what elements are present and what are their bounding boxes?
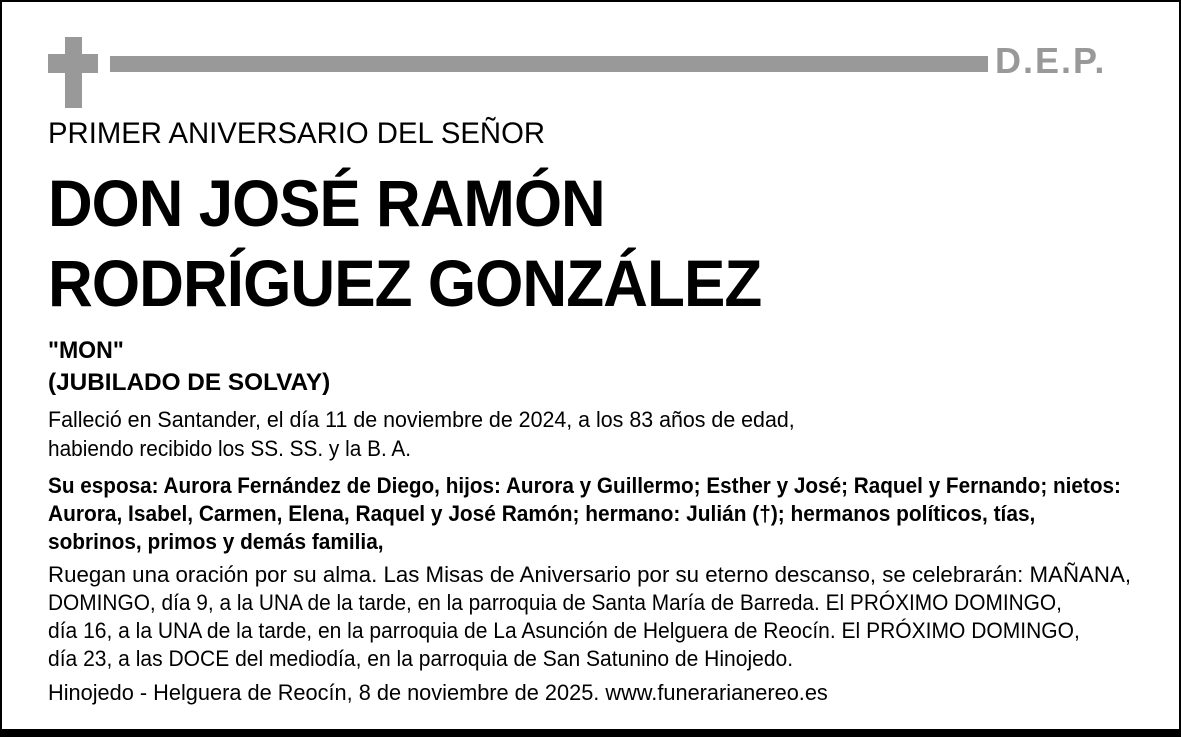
family-line-3: sobrinos, primos y demás familia, [48, 529, 384, 554]
occupation: (JUBILADO DE SOLVAY) [48, 369, 331, 396]
deceased-name-line-2: RODRÍGUEZ GONZÁLEZ [48, 246, 762, 320]
mass-line-4: día 23, a las DOCE del mediodía, en la parroquia de San Satunino de Hinojedo. [48, 646, 794, 671]
dep-label: D.E.P. [995, 40, 1107, 81]
deceased-name-line-1: DON JOSÉ RAMÓN [48, 166, 605, 240]
death-info-line-2: habiendo recibido los SS. SS. y la B. A. [48, 436, 412, 461]
subtitle: PRIMER ANIVERSARIO DEL SEÑOR [48, 117, 546, 150]
mass-line-1: Ruegan una oración por su alma. Las Misas de Aniversario por su eterno descanso, se celebrarán: MAÑANA, [48, 562, 1132, 587]
nickname: "MON" [48, 337, 124, 364]
mass-line-3: día 16, a la UNA de la tarde, en la parroquia de La Asunción de Helguera de Reocín. El PRÓXIMO DOMINGO, [48, 618, 1080, 643]
cross-icon-bar [48, 54, 98, 73]
bottom-border [0, 729, 1181, 737]
family-line-1: Su esposa: Aurora Fernández de Diego, hijos: Aurora y Guillermo; Esther y José; Raquel y Fernando; nietos: [48, 473, 1121, 498]
mass-line-2: DOMINGO, día 9, a la UNA de la tarde, en la parroquia de Santa María de Barreda. El PRÓXIMO DOMINGO, [48, 590, 1062, 615]
header-rule [110, 56, 988, 72]
death-info-line-1: Falleció en Santander, el día 11 de noviembre de 2024, a los 83 años de edad, [48, 407, 795, 432]
family-line-2: Aurora, Isabel, Carmen, Elena, Raquel y José Ramón; hermano: Julián (†); hermanos políticos, tías, [48, 501, 1036, 526]
footer-place-date-website: Hinojedo - Helguera de Reocín, 8 de noviembre de 2025. www.funerarianereo.es [48, 680, 828, 705]
